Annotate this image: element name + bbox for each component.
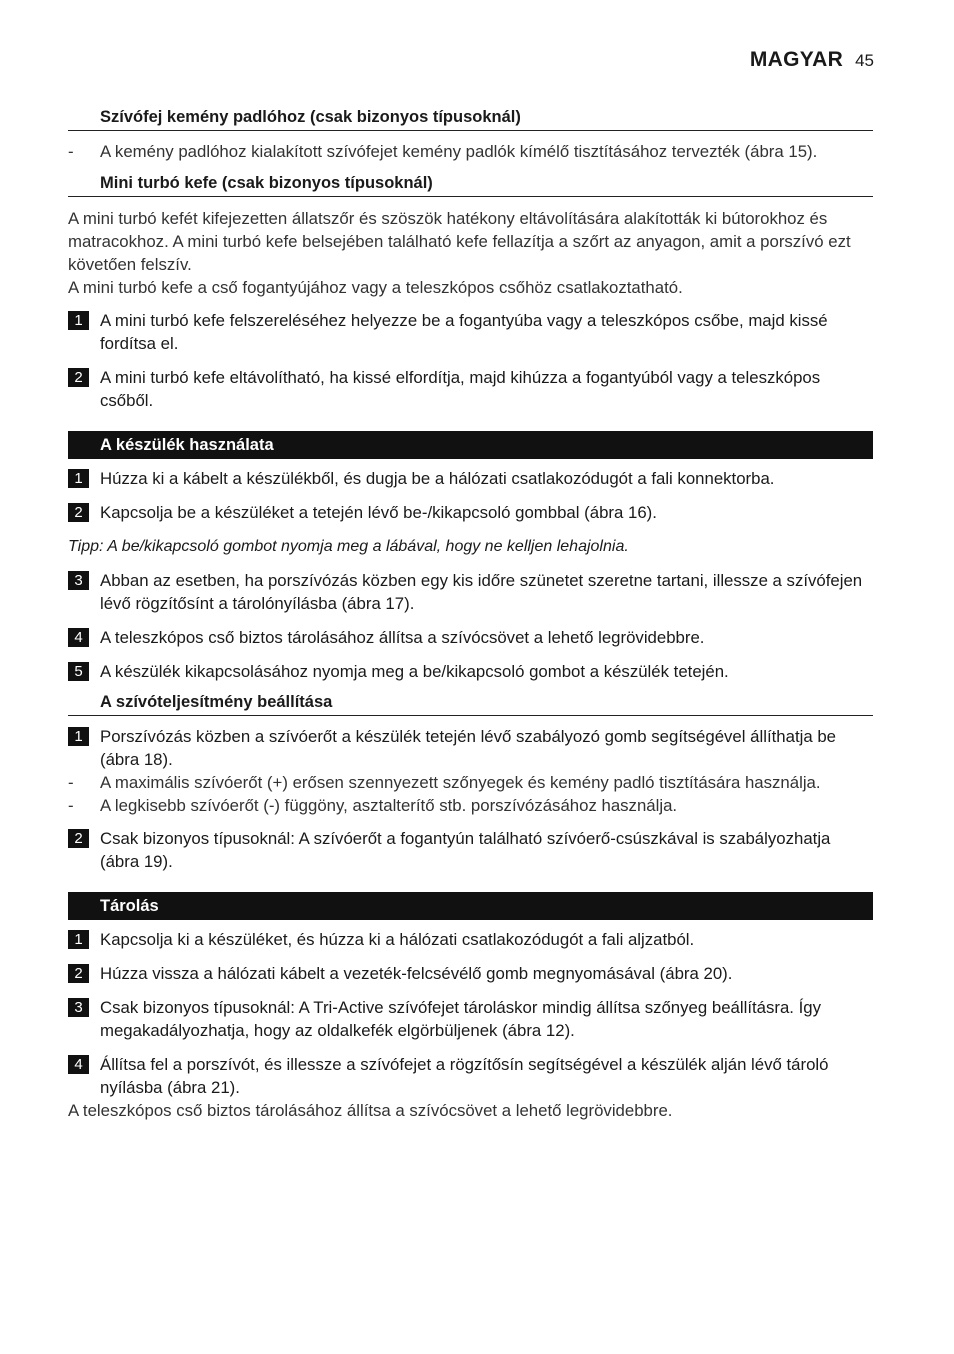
step-number: 1 <box>68 311 89 330</box>
step-number: 3 <box>68 998 89 1017</box>
step-text: Húzza ki a kábelt a készülékből, és dugja be a hálózati csatlakozódugót a fali konnektorba. <box>100 469 775 488</box>
step-number: 4 <box>68 1055 89 1074</box>
step-text: Porszívózás közben a szívóerőt a készülék tetején lévő szabályozó gomb segítségével állíthatja be (ábra 18). <box>100 727 836 769</box>
page-number: 45 <box>855 51 874 70</box>
section-bar-heading: A készülék használata <box>68 431 873 459</box>
step-number: 1 <box>68 469 89 488</box>
step-item <box>68 501 873 524</box>
step-item <box>68 827 873 873</box>
step-item <box>68 962 873 985</box>
section-heading: Szívófej kemény padlóhoz (csak bizonyos típusoknál) <box>68 106 873 131</box>
paragraph: A mini turbó kefe a cső fogantyújához vagy a teleszkópos csőhöz csatlakoztatható. <box>68 278 683 297</box>
section-heading: A szívóteljesítmény beállítása <box>68 691 873 716</box>
step-text: A mini turbó kefe felszereléséhez helyezze be a fogantyúba vagy a teleszkópos csőbe, majd kissé fordítsa el. <box>100 311 828 353</box>
step-item <box>68 467 873 490</box>
step-number: 2 <box>68 368 89 387</box>
step-text: Abban az esetben, ha porszívózás közben egy kis időre szünetet szeretne tartani, illessze a szívófejen lévő rögzítősínt a tárolónyílásba (ábra 17). <box>100 571 863 613</box>
step-text: Állítsa fel a porszívót, és illessze a szívófejet a rögzítősín segítségével a készülék alján lévő tároló nyílásba (ábra 21). <box>100 1055 829 1097</box>
step-number: 2 <box>68 964 89 983</box>
section-heading: Mini turbó kefe (csak bizonyos típusoknál) <box>68 172 873 197</box>
page-header <box>750 48 874 72</box>
step-item <box>68 309 873 355</box>
bullet-item: - A maximális szívóerőt (+) erősen szennyezett szőnyegek és kemény padló tisztítására használja. <box>68 773 821 792</box>
step-item <box>68 996 873 1042</box>
step-text: Csak bizonyos típusoknál: A Tri-Active szívófejet tároláskor mindig állítsa szőnyeg beállításra. Így megakadályozhatja, hogy az oldalkefék elgörbüljenek (ábra 12). <box>100 998 821 1040</box>
step-text: Kapcsolja ki a készüléket, és húzza ki a hálózati csatlakozódugót a fali aljzatból. <box>100 930 695 949</box>
step-number: 4 <box>68 628 89 647</box>
step-number: 1 <box>68 930 89 949</box>
paragraph: A teleszkópos cső biztos tárolásához állítsa a szívócsövet a lehető legrövidebbre. <box>68 1101 673 1120</box>
step-item <box>68 1053 873 1099</box>
step-text: A mini turbó kefe eltávolítható, ha kissé elfordítja, majd kihúzza a fogantyúból vagy a teleszkópos csőből. <box>100 368 821 410</box>
step-text: A teleszkópos cső biztos tárolásához állítsa a szívócsövet a lehető legrövidebbre. <box>100 628 705 647</box>
step-number: 1 <box>68 727 89 746</box>
step-text: Húzza vissza a hálózati kábelt a vezeték-felcsévélő gomb megnyomásával (ábra 20). <box>100 964 733 983</box>
paragraph: A mini turbó kefét kifejezetten állatszőr és szöszök hatékony eltávolítására alakították ki bútorokhoz és matracokhoz. A mini turbó kefe belsejében található kefe fellazítja a szőrt az anyagon, amit a porszívó ezt követően felszív. <box>68 209 851 274</box>
step-number: 2 <box>68 503 89 522</box>
step-item <box>68 366 873 412</box>
step-item <box>68 725 873 771</box>
step-item <box>68 569 873 615</box>
step-text: Kapcsolja be a készüléket a tetején lévő be-/kikapcsoló gombbal (ábra 16). <box>100 503 657 522</box>
page-content <box>68 106 873 1122</box>
step-item <box>68 928 873 951</box>
step-number: 5 <box>68 662 89 681</box>
tip-text: Tipp: A be/kikapcsoló gombot nyomja meg a lábával, hogy ne kelljen lehajolnia. <box>68 538 629 555</box>
section-bar-heading: Tárolás <box>68 892 873 920</box>
step-number: 2 <box>68 829 89 848</box>
language-label: MAGYAR <box>749 48 844 71</box>
step-text: Csak bizonyos típusoknál: A szívóerőt a fogantyún található szívóerő-csúszkával is szabályozhatja (ábra 19). <box>100 829 831 871</box>
step-item <box>68 626 873 649</box>
step-item <box>68 660 873 683</box>
step-number: 3 <box>68 571 89 590</box>
bullet-item: - A legkisebb szívóerőt (-) függöny, asztalterítő stb. porszívózásához használja. <box>68 796 678 815</box>
bullet-item: - A kemény padlóhoz kialakított szívófejet kemény padlók kímélő tisztításához tervezték (ábra 15). <box>68 142 818 161</box>
step-text: A készülék kikapcsolásához nyomja meg a be/kikapcsoló gombot a készülék tetején. <box>100 662 729 681</box>
